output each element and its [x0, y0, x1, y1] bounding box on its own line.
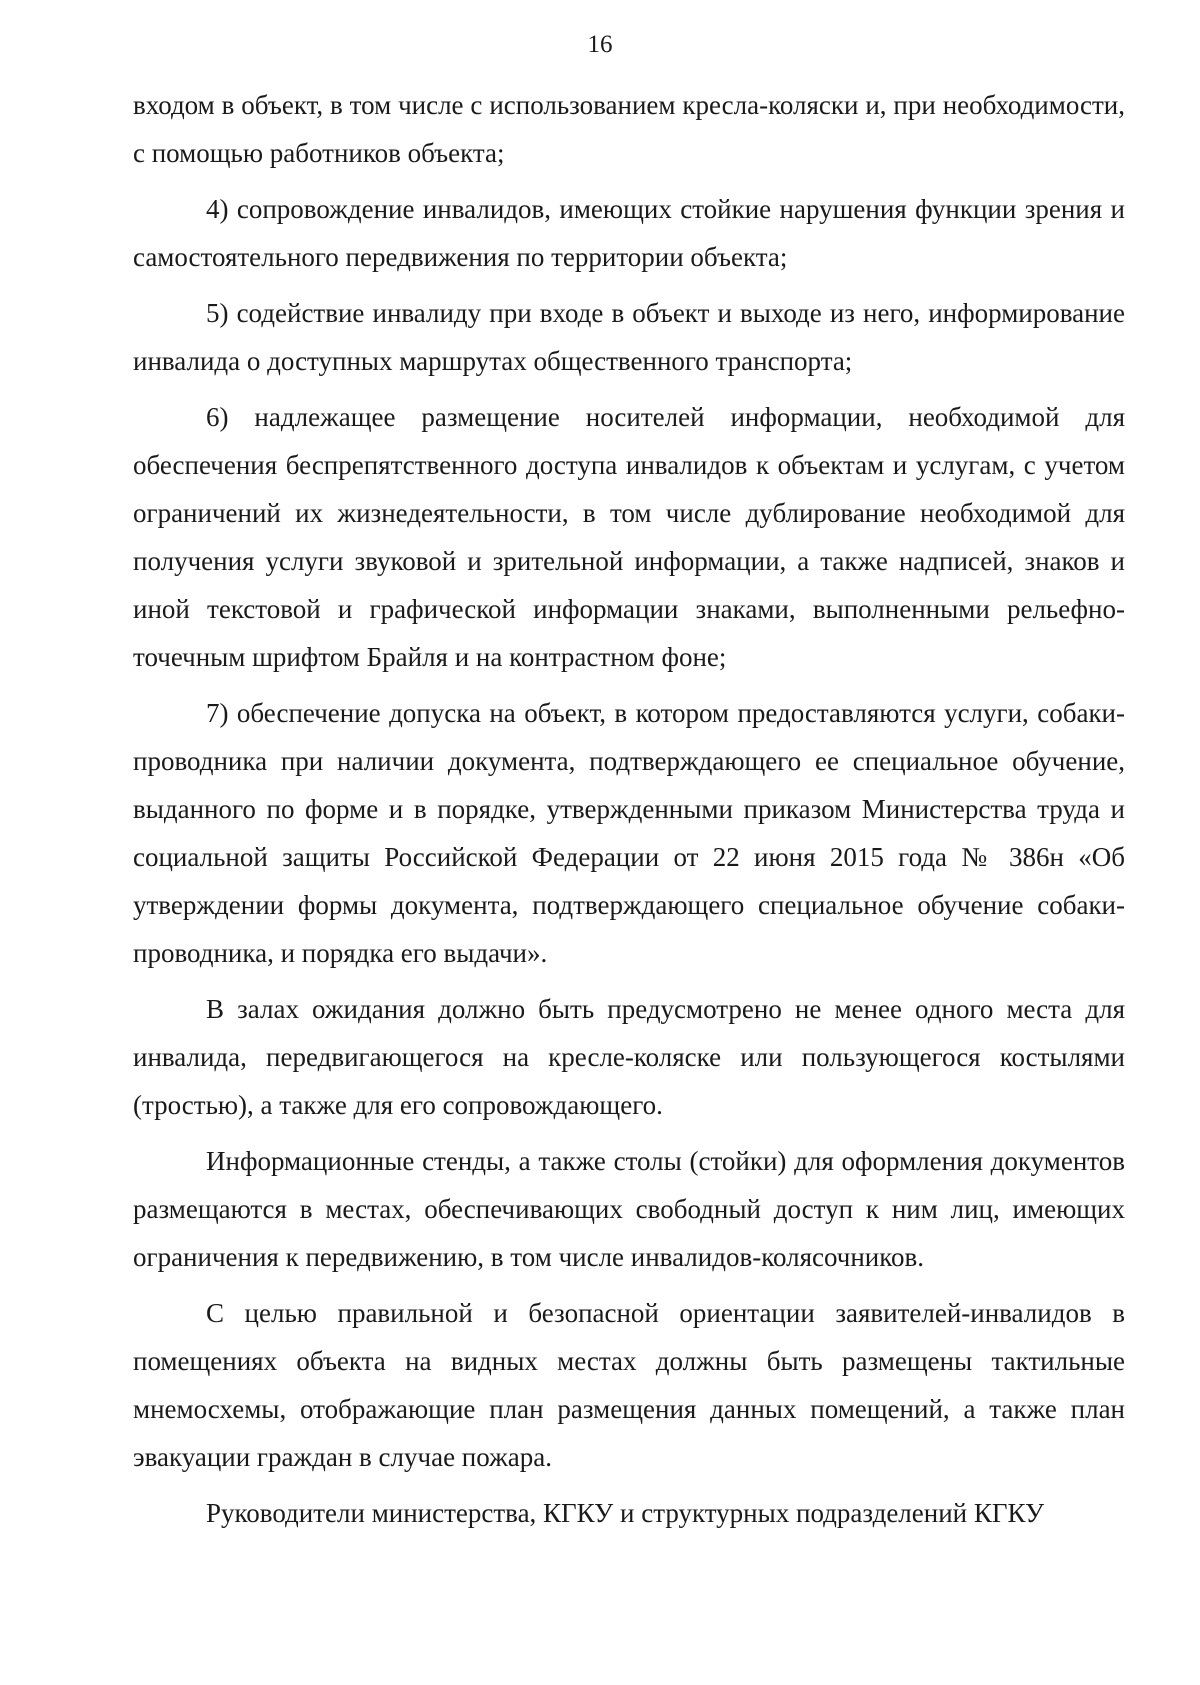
paragraph-waiting-rooms: В залах ожидания должно быть предусмотрено не менее одного места для инвалида, передвигающегося на кресле-коляске или пользующегося костылями (тростью), а также для его сопровождающего.: [133, 994, 1125, 1120]
paragraph-tactile-schemes: С целью правильной и безопасной ориентации заявителей-инвалидов в помещениях объекта на видных местах должны быть размещены тактильные мнемосхемы, отображающие план размещения данных помещений, а также план эвакуации граждан в случае пожара.: [133, 1298, 1125, 1472]
paragraph-continuation: входом в объект, в том числе с использованием кресла-коляски и, при необходимости, с помощью работников объекта;: [133, 90, 1125, 168]
list-item-6: 6) надлежащее размещение носителей информации, необходимой для обеспечения беспрепятственного доступа инвалидов к объектам и услугам, с учетом ограничений их жизнедеятельности, в том числе дублирование необходимой для получения услуги звуковой и зрительной информации, а также надписей, знаков и иной текстовой и графической информации знаками, выполненными рельефно-точечным шрифтом Брайля и на контрастном фоне;: [133, 402, 1125, 672]
paragraph-managers: Руководители министерства, КГКУ и структурных подразделений КГКУ: [206, 1498, 1045, 1528]
paragraph-info-stands: Информационные стенды, а также столы (стойки) для оформления документов размещаются в местах, обеспечивающих свободный доступ к ним лиц, имеющих ограничения к передвижению, в том числе инвалидов-колясочников.: [133, 1146, 1125, 1272]
document-body: [133, 81, 1125, 1545]
list-item-7: 7) обеспечение допуска на объект, в котором предоставляются услуги, собаки-проводника при наличии документа, подтверждающего ее специальное обучение, выданного по форме и в порядке, утвержденными приказом Министерства труда и социальной защиты Российской Федерации от 22 июня 2015 года № 386н «Об утверждении формы документа, подтверждающего специальное обучение собаки-проводника, и порядка его выдачи».: [133, 698, 1125, 968]
list-item-4: 4) сопровождение инвалидов, имеющих стойкие нарушения функции зрения и самостоятельного передвижения по территории объекта;: [133, 194, 1125, 272]
list-item-5: 5) содействие инвалиду при входе в объект и выходе из него, информирование инвалида о доступных маршрутах общественного транспорта;: [133, 298, 1125, 376]
page-number: 16: [587, 31, 613, 58]
